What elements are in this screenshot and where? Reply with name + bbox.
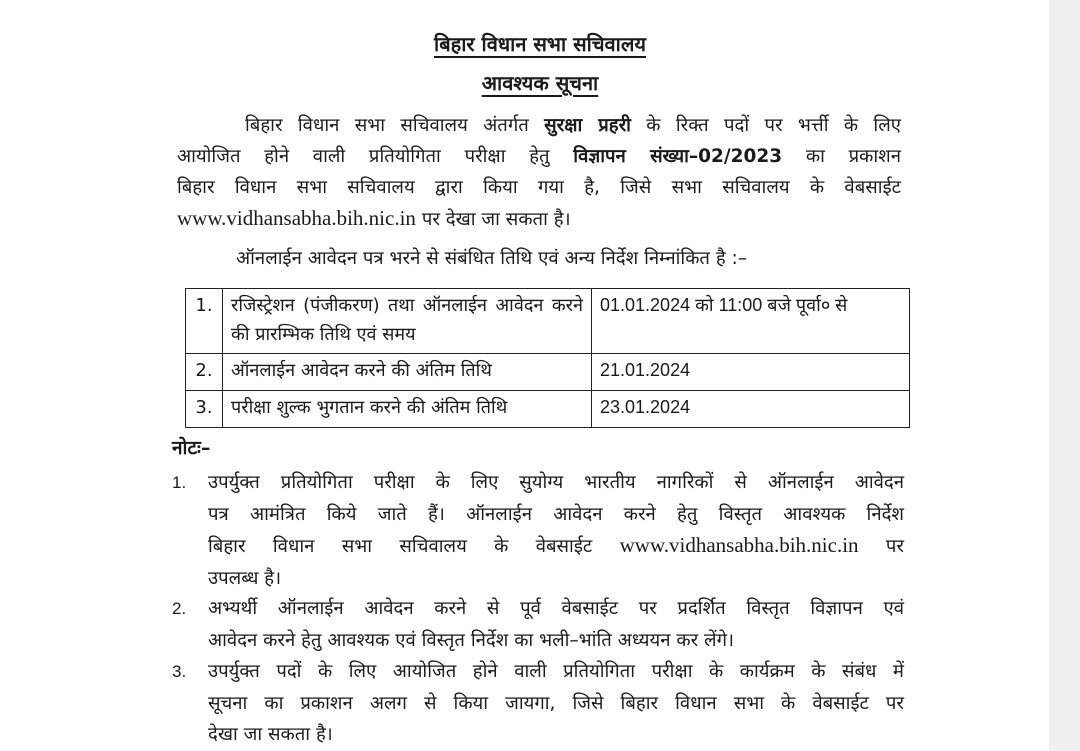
note-number: 1.: [172, 473, 187, 492]
website-link[interactable]: www.vidhansabha.bih.nic.in: [619, 533, 859, 557]
note-line: आवेदन करने हेतु आवश्यक एवं विस्तृत निर्देश का भली–भांति अध्ययन कर लेंगे।: [208, 629, 735, 651]
schedule-heading: ऑनलाईन आवेदन पत्र भरने से संबंधित तिथि एवं अन्य निर्देश निम्नांकित है :–: [236, 248, 748, 269]
note-number: 2.: [172, 599, 187, 618]
note-line: उपर्युक्त प्रतियोगिता परीक्षा के लिए सुयोग्य भारतीय नागरिकों से ऑनलाईन आवेदन: [208, 472, 904, 493]
row-description: रजिस्ट्रेशन (पंजीकरण) तथा ऑनलाईन आवेदन करने की प्रारम्भिक तिथि एवं समय: [223, 289, 592, 354]
row-number: 3.: [186, 391, 223, 428]
note-text: पर: [885, 536, 904, 557]
intro-text: का प्रकाशन: [805, 146, 901, 167]
row-description: ऑनलाईन आवेदन करने की अंतिम तिथि: [223, 354, 592, 391]
intro-line-4: [177, 203, 901, 235]
notice-subtitle: आवश्यक सूचना: [481, 71, 599, 95]
note-line: [208, 530, 904, 563]
row-number: 1.: [186, 289, 223, 354]
intro-text: आयोजित होने वाली प्रतियोगिता परीक्षा हेतु: [177, 146, 550, 167]
row-number: 2.: [186, 354, 223, 391]
row-value: 01.01.2024 को 11:00 बजे पूर्वा० से: [592, 289, 910, 354]
intro-paragraph: [177, 110, 901, 235]
viewer-side-margin: [1049, 0, 1080, 751]
note-line: पत्र आमंत्रित किये जाते हैं। ऑनलाईन आवेदन करने हेतु विस्तृत आवश्यक निर्देश: [208, 503, 904, 525]
notice-title: बिहार विधान सभा सचिवालय: [434, 32, 646, 56]
intro-text: पर देखा जा सकता है।: [421, 209, 571, 230]
note-item: [172, 593, 904, 656]
row-value: 21.01.2024: [592, 354, 910, 391]
row-value: 23.01.2024: [592, 391, 910, 428]
note-line: उपर्युक्त पदों के लिए आयोजित होने वाली प्रतियोगिता परीक्षा के कार्यक्रम के संबंध में: [208, 661, 904, 682]
intro-line-1: [177, 110, 901, 141]
advertisement-number: विज्ञापन संख्या–02/2023: [573, 146, 783, 167]
note-line: अभ्यर्थी ऑनलाईन आवेदन करने से पूर्व वेबसाईट पर प्रदर्शित विस्तृत विज्ञापन एवं: [208, 598, 904, 619]
note-item: [172, 467, 904, 594]
note-line: उपलब्ध है।: [208, 567, 282, 589]
post-name: सुरक्षा प्रहरी: [544, 115, 631, 136]
intro-text: के रिक्त पदों पर भर्त्ती के लिए: [646, 115, 901, 136]
note-number: 3.: [172, 662, 187, 681]
row-description: परीक्षा शुल्क भुगतान करने की अंतिम तिथि: [223, 391, 592, 428]
table-row: [186, 354, 910, 391]
intro-line-2: [177, 141, 901, 172]
note-text: बिहार विधान सभा सचिवालय के वेबसाईट: [208, 536, 593, 557]
note-item: [172, 656, 904, 751]
intro-line-3: बिहार विधान सभा सचिवालय द्वारा किया गया है, जिसे सभा सचिवालय के वेबसाईट: [177, 177, 901, 198]
table-row: [186, 289, 910, 354]
intro-text: बिहार विधान सभा सचिवालय अंतर्गत: [245, 115, 529, 136]
schedule-table: [185, 288, 910, 428]
note-line: सूचना का प्रकाशन अलग से किया जायगा, जिसे बिहार विधान सभा के वेबसाईट पर: [208, 692, 904, 714]
website-link[interactable]: www.vidhansabha.bih.nic.in: [177, 206, 416, 230]
table-row: [186, 391, 910, 428]
note-heading: नोटः–: [172, 437, 211, 459]
note-line: देखा जा सकता है।: [208, 724, 333, 745]
